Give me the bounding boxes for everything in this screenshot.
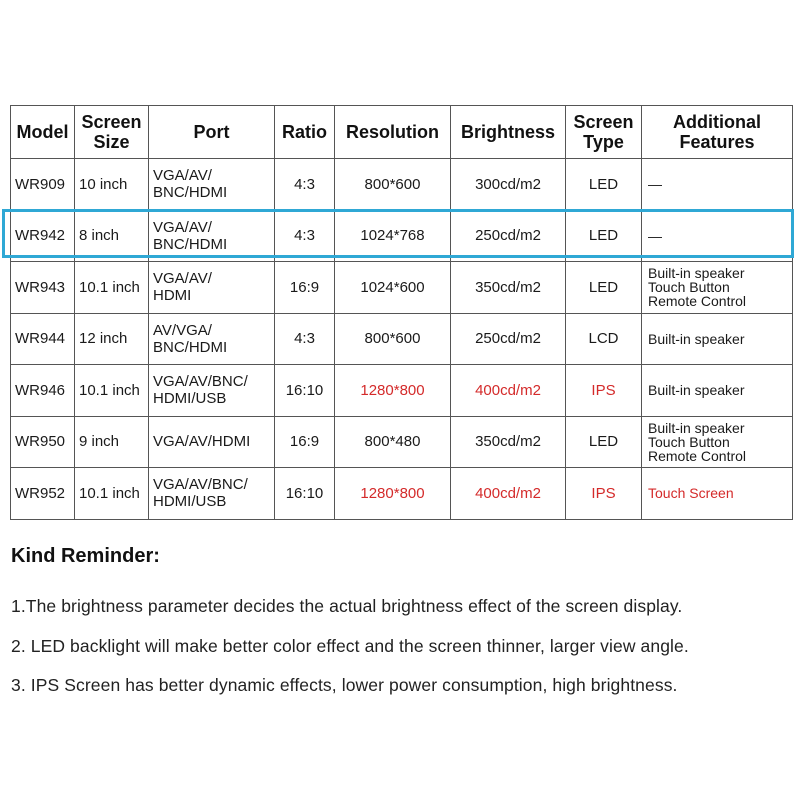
cell-port: VGA/AV/ HDMI [149, 262, 275, 314]
cell-additional-features: — [642, 159, 793, 211]
table-row [11, 159, 793, 211]
cell-screen-type: LED [566, 210, 642, 262]
table-row [11, 416, 793, 468]
reminder-note-2: 2. LED backlight will make better color effect and the screen thinner, larger view angle. [11, 636, 689, 656]
header-screen-type: Screen Type [566, 106, 642, 159]
cell-screen-type: IPS [566, 365, 642, 417]
cell-screen-size: 10.1 inch [75, 468, 149, 520]
header-brightness: Brightness [451, 106, 566, 159]
reminder-note-3: 3. IPS Screen has better dynamic effects, lower power consumption, high brightness. [11, 675, 678, 695]
cell-resolution: 800*480 [335, 416, 451, 468]
cell-screen-size: 8 inch [75, 210, 149, 262]
cell-ratio: 16:9 [275, 416, 335, 468]
header-port: Port [149, 106, 275, 159]
cell-resolution: 800*600 [335, 159, 451, 211]
cell-brightness: 350cd/m2 [451, 416, 566, 468]
cell-ratio: 4:3 [275, 313, 335, 365]
table-header-row [11, 106, 793, 159]
table-row [11, 365, 793, 417]
cell-resolution: 1024*600 [335, 262, 451, 314]
header-additional-features: Additional Features [642, 106, 793, 159]
cell-port: AV/VGA/ BNC/HDMI [149, 313, 275, 365]
cell-resolution: 1280*800 [335, 365, 451, 417]
cell-screen-type: LED [566, 416, 642, 468]
cell-port: VGA/AV/ BNC/HDMI [149, 159, 275, 211]
cell-resolution: 1280*800 [335, 468, 451, 520]
table-row [11, 262, 793, 314]
cell-screen-size: 9 inch [75, 416, 149, 468]
cell-additional-features: Touch Screen [642, 468, 793, 520]
header-resolution: Resolution [335, 106, 451, 159]
reminder-note-1: 1.The brightness parameter decides the actual brightness effect of the screen display. [11, 596, 683, 616]
cell-screen-type: IPS [566, 468, 642, 520]
cell-model: WR944 [11, 313, 75, 365]
cell-ratio: 16:10 [275, 365, 335, 417]
cell-model: WR952 [11, 468, 75, 520]
cell-model: WR942 [11, 210, 75, 262]
cell-ratio: 4:3 [275, 210, 335, 262]
cell-additional-features: — [642, 210, 793, 262]
cell-additional-features: Built-in speaker Touch Button Remote Control [642, 262, 793, 314]
cell-brightness: 400cd/m2 [451, 365, 566, 417]
cell-screen-size: 12 inch [75, 313, 149, 365]
cell-model: WR909 [11, 159, 75, 211]
cell-port: VGA/AV/BNC/ HDMI/USB [149, 468, 275, 520]
cell-brightness: 250cd/m2 [451, 313, 566, 365]
cell-model: WR946 [11, 365, 75, 417]
cell-brightness: 250cd/m2 [451, 210, 566, 262]
cell-model: WR950 [11, 416, 75, 468]
header-screen-size: Screen Size [75, 106, 149, 159]
cell-screen-size: 10.1 inch [75, 262, 149, 314]
cell-ratio: 16:9 [275, 262, 335, 314]
table-row [11, 468, 793, 520]
cell-additional-features: Built-in speaker [642, 313, 793, 365]
table-row [11, 210, 793, 262]
cell-port: VGA/AV/ BNC/HDMI [149, 210, 275, 262]
cell-screen-type: LCD [566, 313, 642, 365]
table-row [11, 313, 793, 365]
cell-port: VGA/AV/HDMI [149, 416, 275, 468]
cell-screen-size: 10.1 inch [75, 365, 149, 417]
header-model: Model [11, 106, 75, 159]
spec-table [10, 105, 793, 520]
cell-additional-features: Built-in speaker [642, 365, 793, 417]
reminder-title: Kind Reminder: [11, 545, 160, 567]
cell-resolution: 800*600 [335, 313, 451, 365]
header-ratio: Ratio [275, 106, 335, 159]
cell-ratio: 4:3 [275, 159, 335, 211]
cell-screen-size: 10 inch [75, 159, 149, 211]
cell-screen-type: LED [566, 159, 642, 211]
cell-model: WR943 [11, 262, 75, 314]
cell-resolution: 1024*768 [335, 210, 451, 262]
cell-brightness: 350cd/m2 [451, 262, 566, 314]
cell-brightness: 400cd/m2 [451, 468, 566, 520]
cell-brightness: 300cd/m2 [451, 159, 566, 211]
cell-port: VGA/AV/BNC/ HDMI/USB [149, 365, 275, 417]
cell-additional-features: Built-in speaker Touch Button Remote Control [642, 416, 793, 468]
cell-ratio: 16:10 [275, 468, 335, 520]
cell-screen-type: LED [566, 262, 642, 314]
